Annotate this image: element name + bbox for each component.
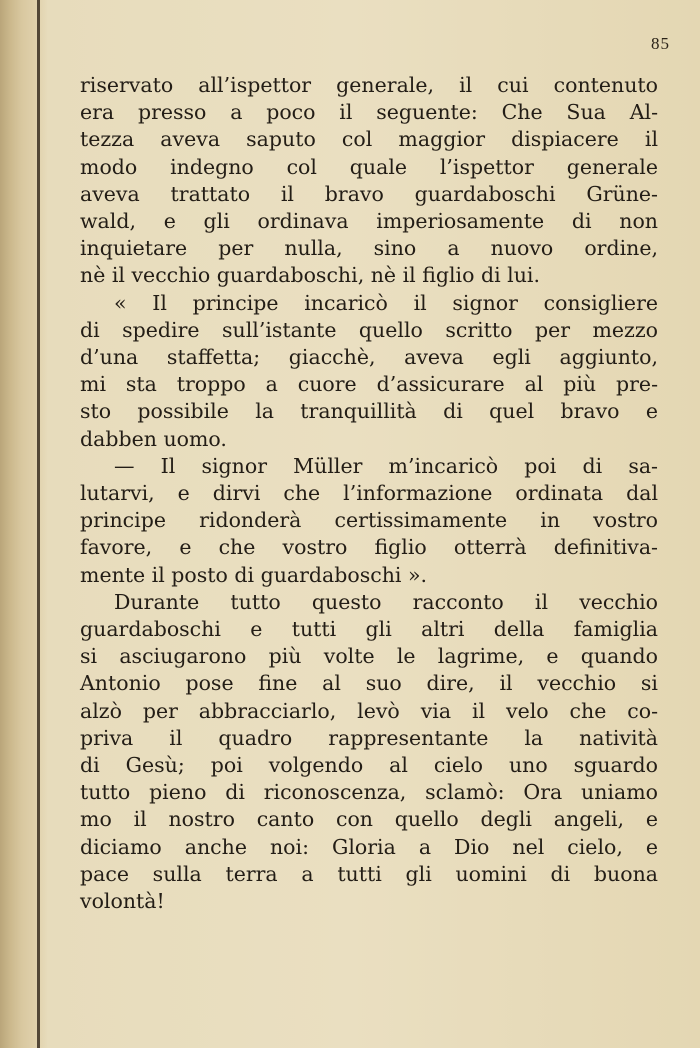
text-line: guardaboschi e tutti gli altri della famiglia — [80, 617, 658, 642]
text-line: di Gesù; poi volgendo al cielo uno sguardo — [80, 753, 658, 778]
text-line: aveva trattato il bravo guardaboschi Grüne- — [80, 181, 658, 206]
text-line: — Il signor Müller m’incaricò poi di sa- — [114, 453, 658, 478]
text-line: mi sta troppo a cuore d’assicurare al più pre- — [80, 372, 658, 397]
text-line: volontà! — [80, 889, 165, 914]
text-line: inquietare per nulla, sino a nuovo ordine, — [80, 236, 658, 261]
text-line: tutto pieno di riconoscenza, sclamò: Ora uniamo — [80, 780, 658, 805]
text-line: mente il posto di guardaboschi ». — [80, 562, 428, 587]
text-line: dabben uomo. — [80, 426, 227, 451]
text-line: era presso a poco il seguente: Che Sua Al- — [80, 100, 658, 125]
text-line: mo il nostro canto con quello degli angeli, e — [80, 807, 658, 832]
text-line: priva il quadro rappresentante la natività — [80, 725, 658, 750]
text-line: si asciugarono più volte le lagrime, e quando — [80, 644, 658, 669]
text-line: diciamo anche noi: Gloria a Dio nel cielo, e — [80, 834, 658, 859]
text-line: principe ridonderà certissimamente in vostro — [80, 508, 658, 533]
text-line: sto possibile la tranquillità di quel bravo e — [80, 399, 658, 424]
text-line: di spedire sull’istante quello scritto per mezzo — [80, 317, 658, 342]
text-line: pace sulla terra a tutti gli uomini di buona — [80, 861, 658, 886]
body-text — [80, 72, 658, 915]
text-line: favore, e che vostro figlio otterrà definitiva- — [80, 535, 658, 560]
text-line: « Il principe incaricò il signor consigliere — [114, 290, 658, 315]
text-line: modo indegno col quale l’ispettor generale — [80, 154, 658, 179]
page-number: 85 — [651, 34, 670, 53]
text-line: d’una staffetta; giacchè, aveva egli aggiunto, — [80, 345, 658, 370]
text-line: tezza aveva saputo col maggior dispiacere il — [80, 127, 658, 152]
book-spine-shadow — [0, 0, 48, 1048]
text-line: wald, e gli ordinava imperiosamente di non — [80, 209, 658, 234]
binding-edge — [37, 0, 40, 1048]
text-line: riservato all’ispettor generale, il cui contenuto — [80, 73, 658, 97]
text-line: Durante tutto questo racconto il vecchio — [114, 589, 658, 614]
text-line: Antonio pose fine al suo dire, il vecchio si — [80, 671, 658, 696]
text-line: lutarvi, e dirvi che l’informazione ordinata dal — [80, 481, 658, 506]
text-line: alzò per abbracciarlo, levò via il velo che co- — [80, 698, 658, 723]
text-line: nè il vecchio guardaboschi, nè il figlio di lui. — [80, 263, 540, 288]
